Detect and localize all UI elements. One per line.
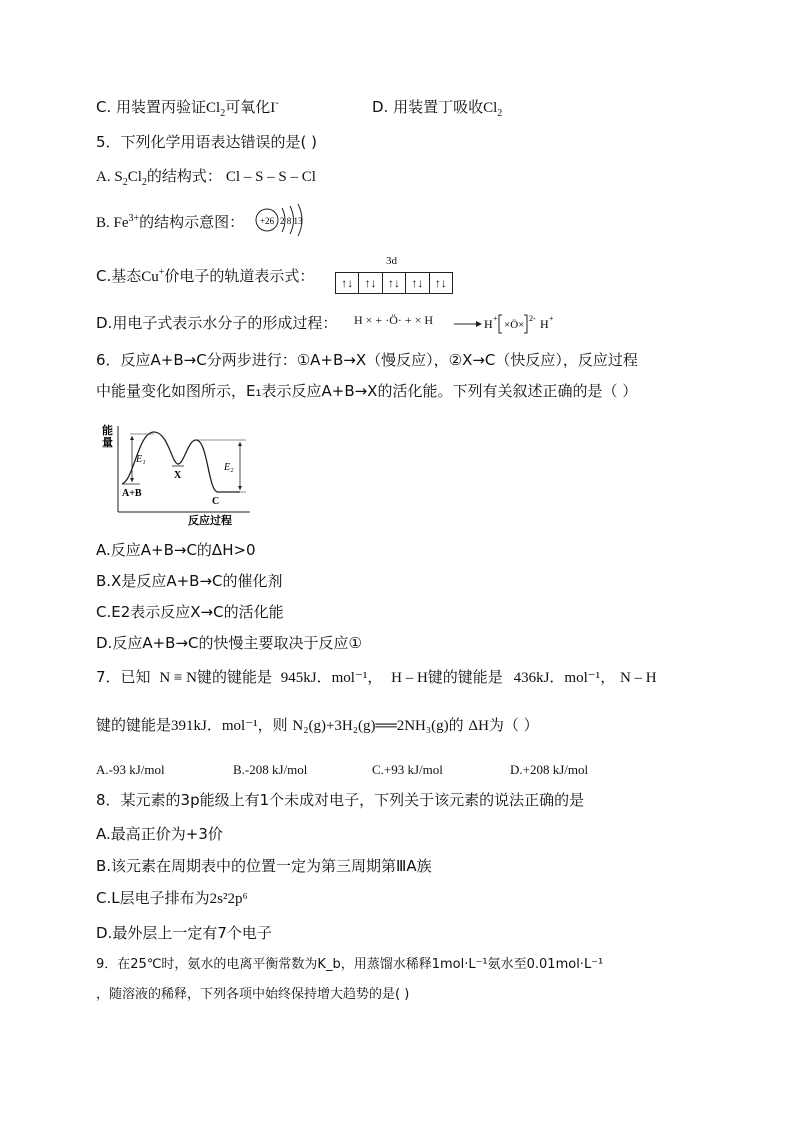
question-7-line2 — [96, 715, 539, 736]
svg-text:C: C — [212, 496, 220, 507]
superscript: + — [158, 267, 165, 278]
option-label: A. S — [96, 169, 123, 185]
stem-text: 的 — [448, 716, 464, 734]
option-5b — [96, 212, 244, 233]
svg-text:量: 量 — [102, 436, 113, 449]
option-8a: A.最高正价为+3价 — [96, 825, 223, 843]
option-6c: C.E2表示反应X→C的活化能 — [96, 603, 284, 621]
svg-text:+: + — [549, 314, 554, 323]
option-text: 价电子的轨道表示式： — [164, 267, 315, 285]
svg-text:×Ö×: ×Ö× — [504, 319, 525, 331]
option-5a — [96, 166, 316, 187]
orbital-diagram — [335, 272, 453, 294]
cl-symbol: Cl — [127, 169, 142, 185]
option-8d: D.最外层上一定有7个电子 — [96, 924, 272, 942]
svg-text:E₁: E₁ — [136, 454, 146, 465]
orbital-cell: ↑↓ — [382, 273, 405, 293]
question-5-stem: 5．下列化学用语表达错误的是( ) — [96, 133, 318, 151]
svg-text:E₂: E₂ — [224, 462, 234, 473]
stem-text: 键的键能是 — [196, 668, 272, 686]
question-6-stem-line1: 6．反应A+B→C分两步进行：①A+B→X（慢反应），②X→C（快反应），反应过程 — [96, 351, 638, 369]
superscript: 3+ — [128, 213, 140, 224]
electron-formula-left: H × + ·Ö· + × H — [354, 313, 434, 327]
stem-text: 键的键能是 — [96, 716, 172, 734]
option-7b: B.-208 kJ/mol — [233, 762, 308, 777]
stem-text: 为（ ） — [488, 716, 539, 734]
option-label: B. Fe — [96, 215, 129, 231]
option-4c — [96, 97, 279, 118]
atom-structure-diagram — [254, 202, 314, 242]
stem-text: 键的键能是 — [427, 668, 503, 686]
svg-text:+: + — [493, 314, 498, 323]
question-6-stem-line2: 中能量变化如图所示，E₁表示反应A+B→X的活化能。下列有关叙述正确的是（ ） — [96, 382, 638, 400]
ion-symbol: Cu — [141, 269, 159, 285]
bond-nn: N ≡ N — [159, 670, 197, 686]
question-8-stem: 8．某元素的3p能级上有1个未成对电子，下列关于该元素的说法正确的是 — [96, 791, 585, 809]
bond-energy-nh: 391kJ．mol⁻¹ — [171, 718, 258, 734]
orbital-cell: ↑↓ — [341, 275, 354, 290]
orbital-cell: ↑↓ — [429, 273, 452, 293]
stem-text: 7．已知 — [96, 668, 151, 686]
orbital-cell: ↑↓ — [358, 273, 381, 293]
bond-nh: N – H — [619, 670, 657, 686]
option-8b: B.该元素在周期表中的位置一定为第三周期第ⅢA族 — [96, 857, 432, 875]
option-7a: A.-93 kJ/mol — [96, 762, 165, 777]
iodide-symbol: I — [270, 100, 276, 116]
subscript: 2 — [220, 108, 226, 119]
stem-text: ，则 — [257, 716, 288, 734]
bond-energy-hh: 436kJ．mol⁻¹ — [513, 670, 601, 686]
energy-diagram — [100, 420, 260, 530]
option-text: C. 用装置丙验证 — [96, 98, 207, 116]
svg-text:2-: 2- — [529, 314, 536, 323]
question-7-line1: 7．已知 N ≡ N键的键能是 945kJ．mol⁻¹， H – H键的键能是 436kJ．mol⁻¹， N – H — [96, 668, 657, 686]
option-8c — [96, 888, 248, 909]
option-6a: A.反应A+B→C的ΔH>0 — [96, 541, 256, 559]
water-formation-arrow — [452, 312, 592, 336]
subscript: 2 — [141, 177, 147, 188]
option-text: C.基态 — [96, 267, 142, 285]
option-text: 的结构式： — [146, 167, 222, 185]
svg-text:X: X — [174, 470, 182, 481]
option-4d — [372, 97, 502, 118]
option-5c — [96, 266, 314, 287]
option-text: D. 用装置丁吸收 — [372, 98, 484, 116]
option-text: 可氧化 — [225, 98, 271, 116]
option-6d: D.反应A+B→C的快慢主要取决于反应① — [96, 634, 362, 652]
shell-electrons: 2 8 13 — [280, 216, 303, 226]
option-5d — [96, 313, 337, 333]
bond-hh: H – H — [391, 670, 428, 686]
svg-text:H: H — [484, 317, 493, 331]
svg-text:H: H — [540, 317, 549, 331]
question-9-line1: 9．在25℃时，氨水的电离平衡常数为K_b，用蒸馏水稀释1mol·L⁻¹氨水至0.01mol·L⁻¹ — [96, 957, 604, 972]
cl-symbol: Cl — [483, 100, 498, 116]
bond-energy-nn: 945kJ．mol⁻¹ — [280, 670, 368, 686]
option-6b: B.X是反应A+B→C的催化剂 — [96, 572, 283, 590]
option-7c: C.+93 kJ/mol — [372, 762, 443, 777]
cl-symbol: Cl — [206, 100, 221, 116]
nucleus-label: +26 — [259, 216, 275, 226]
electron-formula — [354, 313, 433, 328]
svg-text:能: 能 — [102, 424, 113, 437]
structural-formula: Cl – S – S – Cl — [225, 169, 316, 185]
subscript: 2 — [497, 108, 503, 119]
electron-config: 2s²2p⁶ — [209, 891, 248, 907]
orbital-cell: ↑↓ — [405, 273, 428, 293]
option-text: D.用电子式表示水分子的形成过程： — [96, 314, 338, 332]
orbital-label: 3d — [386, 255, 397, 267]
question-9-line2: ，随溶液的稀释，下列各项中始终保持增大趋势的是( ) — [96, 987, 410, 1002]
subscript: 2 — [122, 177, 128, 188]
svg-text:A+B: A+B — [122, 488, 142, 499]
superscript: - — [275, 98, 279, 109]
option-7d: D.+208 kJ/mol — [510, 762, 589, 777]
reaction-equation: N₂(g)+3H₂(g)══2NH₃(g) — [292, 718, 449, 734]
option-text: 的结构示意图： — [139, 213, 245, 231]
delta-h: ΔH — [468, 718, 489, 734]
option-text: C.L层电子排布为 — [96, 889, 210, 907]
svg-text:反应过程: 反应过程 — [188, 514, 232, 527]
